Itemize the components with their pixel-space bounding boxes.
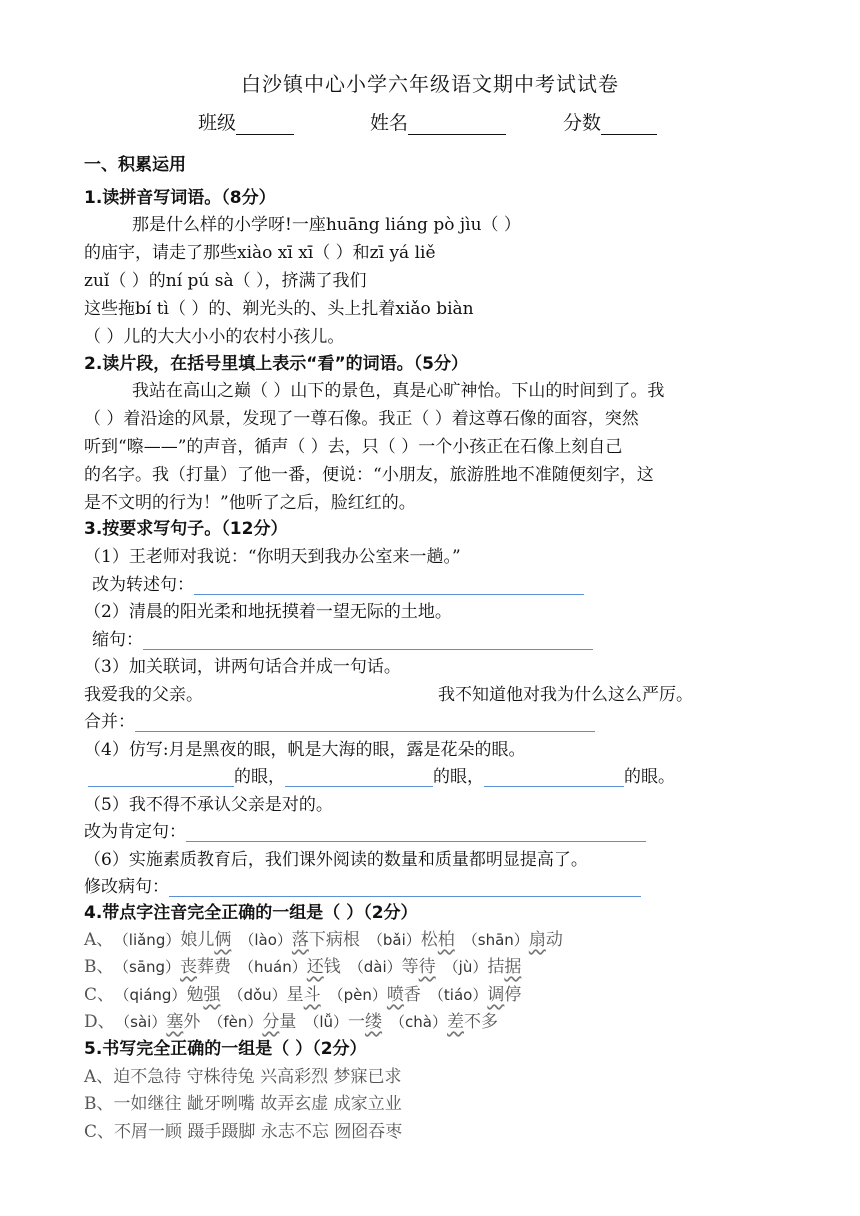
option-item bbox=[444, 957, 522, 977]
q3-sentence-5: （5）我不得不承认父亲是对的。 bbox=[84, 795, 333, 815]
word-suffix: 钱 bbox=[323, 957, 341, 977]
marked-character: 丧 bbox=[180, 957, 198, 977]
option-item bbox=[228, 985, 320, 1005]
q2-heading: 2.读片段，在括号里填上表示“看”的词语。（5分） bbox=[84, 354, 468, 374]
marked-character: 强 bbox=[203, 985, 221, 1005]
q3-sentence-3: （3）加关联词，讲两句话合并成一句话。 bbox=[84, 657, 401, 677]
q3-answer-5-label: 改为肯定句： bbox=[84, 822, 186, 842]
q3-sentence-3b2: 我不知道他对我为什么这么严厉。 bbox=[438, 685, 693, 705]
word-suffix: 不多 bbox=[464, 1012, 498, 1032]
pinyin: （sāng） bbox=[121, 958, 181, 976]
option-label: C、 bbox=[84, 985, 115, 1005]
word-prefix: 勉 bbox=[186, 985, 204, 1005]
pinyin: （sài） bbox=[122, 1013, 167, 1031]
answer-line[interactable] bbox=[135, 715, 595, 732]
answer-line[interactable] bbox=[169, 880, 641, 897]
class-label: 班级 bbox=[198, 112, 237, 134]
class-blank[interactable] bbox=[236, 116, 294, 135]
exam-title: 白沙镇中心小学六年级语文期中考试试卷 bbox=[241, 72, 619, 96]
answer-line[interactable] bbox=[186, 825, 646, 842]
option-item bbox=[208, 1012, 296, 1032]
q3-answer-3[interactable] bbox=[84, 707, 595, 732]
word-prefix: 娘儿 bbox=[180, 930, 215, 950]
q3-answer-4-end: 的眼。 bbox=[624, 767, 675, 787]
pinyin: （qiáng） bbox=[122, 986, 187, 1004]
q4-option-c[interactable] bbox=[84, 980, 529, 1005]
q3-sentence-6: （6）实施素质教育后，我们课外阅读的数量和质量都明显提高了。 bbox=[84, 850, 588, 870]
q3-answer-2[interactable] bbox=[92, 625, 593, 650]
word-suffix: 动 bbox=[545, 930, 563, 950]
q4-heading: 4.带点字注音完全正确的一组是（ ）（2分） bbox=[84, 903, 418, 923]
option-item bbox=[390, 1012, 498, 1032]
q3-sentence-1: （1）王老师对我说：“你明天到我办公室来一趟。” bbox=[84, 547, 461, 567]
marked-character: 落 bbox=[291, 930, 309, 950]
pinyin: （chà） bbox=[390, 1013, 447, 1031]
q5-option-b[interactable]: B、一如继往 龇牙咧嘴 故弄玄虚 成家立业 bbox=[84, 1094, 402, 1114]
marked-character: 缕 bbox=[365, 1012, 383, 1032]
score-blank[interactable] bbox=[601, 116, 657, 135]
marked-character: 喷 bbox=[386, 985, 404, 1005]
q2-line: 我站在高山之巅（ ）山下的景色，真是心旷神怡。下山的时间到了。我 bbox=[132, 381, 665, 401]
q3-answer-6-label: 修改病句： bbox=[84, 877, 169, 897]
option-item bbox=[368, 930, 455, 950]
q3-answer-1-label: 改为转述句： bbox=[92, 575, 194, 595]
marked-character: 调 bbox=[487, 985, 505, 1005]
q2-line: 是不文明的行为！”他听了之后，脸红红的。 bbox=[84, 493, 416, 513]
pinyin: （lào） bbox=[239, 931, 292, 949]
marked-character: 柏 bbox=[437, 930, 455, 950]
marked-character: 待 bbox=[418, 957, 436, 977]
option-item bbox=[239, 957, 341, 977]
q1-line: 那是什么样的小学呀!一座huāng liáng pò jìu（ ） bbox=[132, 215, 521, 235]
marked-character: 分 bbox=[262, 1012, 280, 1032]
option-item bbox=[329, 985, 421, 1005]
section-heading: 一、积累运用 bbox=[84, 155, 186, 175]
q5-heading: 5.书写完全正确的一组是（ ）（2分） bbox=[84, 1039, 367, 1059]
option-item bbox=[121, 930, 231, 950]
q3-answer-4-text: 的眼， bbox=[234, 767, 285, 787]
word-suffix: 外 bbox=[183, 1012, 201, 1032]
pinyin: （fèn） bbox=[208, 1013, 263, 1031]
pinyin: （tiáo） bbox=[428, 986, 488, 1004]
name-field[interactable] bbox=[370, 108, 506, 135]
q5-option-c[interactable]: C、不屑一顾 蹑手蹑脚 永志不忘 囫囵吞枣 bbox=[84, 1122, 403, 1142]
name-label: 姓名 bbox=[370, 112, 409, 134]
q4-option-b[interactable] bbox=[84, 952, 529, 977]
option-label: A、 bbox=[84, 930, 114, 950]
option-item bbox=[123, 1012, 201, 1032]
q4-option-a[interactable] bbox=[84, 925, 571, 950]
marked-character: 差 bbox=[447, 1012, 464, 1032]
q3-sentence-3b1: 我爱我的父亲。 bbox=[84, 685, 203, 705]
word-prefix: 星 bbox=[286, 985, 304, 1005]
q3-answer-2-label: 缩句： bbox=[92, 630, 143, 650]
q5-option-a[interactable]: A、迫不急待 守株待兔 兴高彩烈 梦寐已求 bbox=[84, 1067, 402, 1087]
pinyin: （bǎi） bbox=[367, 931, 421, 949]
marked-character: 塞 bbox=[166, 1012, 184, 1032]
q1-line: 这些拖bí tì（ ）的、剃光头的、头上扎着xiǎo biàn bbox=[84, 299, 474, 319]
option-item bbox=[349, 957, 436, 977]
q3-heading: 3.按要求写句子。（12分） bbox=[84, 519, 288, 539]
q1-line: 的庙宇，请走了那些xiào xī xī（ ）和zī yá liě bbox=[84, 243, 436, 263]
option-item bbox=[122, 957, 232, 977]
q3-answer-4[interactable] bbox=[88, 762, 675, 787]
option-label: D、 bbox=[84, 1012, 115, 1032]
marked-character: 据 bbox=[504, 957, 522, 977]
word-suffix: 香 bbox=[403, 985, 421, 1005]
marked-character: 扇 bbox=[528, 930, 546, 950]
name-blank[interactable] bbox=[408, 116, 506, 135]
score-field[interactable] bbox=[563, 108, 657, 135]
q3-answer-4-text: 的眼， bbox=[433, 767, 484, 787]
pinyin: （shān） bbox=[462, 931, 529, 949]
option-item bbox=[463, 930, 563, 950]
word-suffix: 停 bbox=[504, 985, 522, 1005]
q2-line: （ ）着沿途的风景，发现了一尊石像。我正（ ）着这尊石像的面容，突然 bbox=[84, 409, 639, 429]
pinyin: （liǎng） bbox=[121, 931, 181, 949]
answer-line[interactable] bbox=[484, 770, 624, 787]
pinyin: （pèn） bbox=[328, 986, 387, 1004]
score-label: 分数 bbox=[563, 112, 602, 134]
q1-heading: 1.读拼音写词语。（8分） bbox=[84, 188, 276, 208]
q4-option-d[interactable] bbox=[84, 1007, 506, 1032]
q1-line: zuǐ（ ）的ní pú sà（ ），挤满了我们 bbox=[84, 271, 367, 291]
answer-line[interactable] bbox=[88, 770, 234, 787]
option-item bbox=[429, 985, 521, 1005]
word-prefix: 拮 bbox=[487, 957, 505, 977]
class-field[interactable] bbox=[198, 108, 294, 135]
q2-line: 的名字。我（打量）了他一番，便说：“小朋友，旅游胜地不准随便刻字，这 bbox=[84, 465, 654, 485]
pinyin: （dài） bbox=[348, 958, 402, 976]
q3-sentence-4: （4）仿写:月是黑夜的眼，帆是大海的眼，露是花朵的眼。 bbox=[84, 740, 526, 760]
option-item bbox=[304, 1012, 382, 1032]
marked-character: 俩 bbox=[214, 930, 232, 950]
word-suffix: 下病根 bbox=[308, 930, 360, 950]
pinyin: （huán） bbox=[239, 958, 307, 976]
pinyin: （lǚ） bbox=[304, 1013, 349, 1031]
option-label: B、 bbox=[84, 957, 114, 977]
word-suffix: 葬费 bbox=[197, 957, 232, 977]
q3-answer-6[interactable] bbox=[84, 872, 641, 897]
q3-answer-1[interactable] bbox=[92, 570, 584, 595]
q1-line: （ ）儿的大大小小的农村小孩儿。 bbox=[84, 327, 345, 347]
pinyin: （dǒu） bbox=[228, 986, 287, 1004]
answer-line[interactable] bbox=[285, 770, 433, 787]
marked-character: 斗 bbox=[303, 985, 321, 1005]
marked-character: 还 bbox=[306, 957, 324, 977]
option-item bbox=[239, 930, 360, 950]
pinyin: （jù） bbox=[443, 958, 488, 976]
word-prefix: 一 bbox=[348, 1012, 366, 1032]
q3-answer-5[interactable] bbox=[84, 817, 646, 842]
q2-line: 听到“嚓——”的声音，循声（ ）去，只（ ）一个小孩正在石像上刻自己 bbox=[84, 437, 623, 457]
word-prefix: 等 bbox=[401, 957, 419, 977]
word-suffix: 量 bbox=[279, 1012, 297, 1032]
answer-line[interactable] bbox=[143, 633, 593, 650]
q3-sentence-2: （2）清晨的阳光柔和地抚摸着一望无际的土地。 bbox=[84, 602, 452, 622]
answer-line[interactable] bbox=[194, 578, 584, 595]
word-prefix: 松 bbox=[420, 930, 438, 950]
option-item bbox=[122, 985, 220, 1005]
q3-answer-3-label: 合并： bbox=[84, 712, 135, 732]
